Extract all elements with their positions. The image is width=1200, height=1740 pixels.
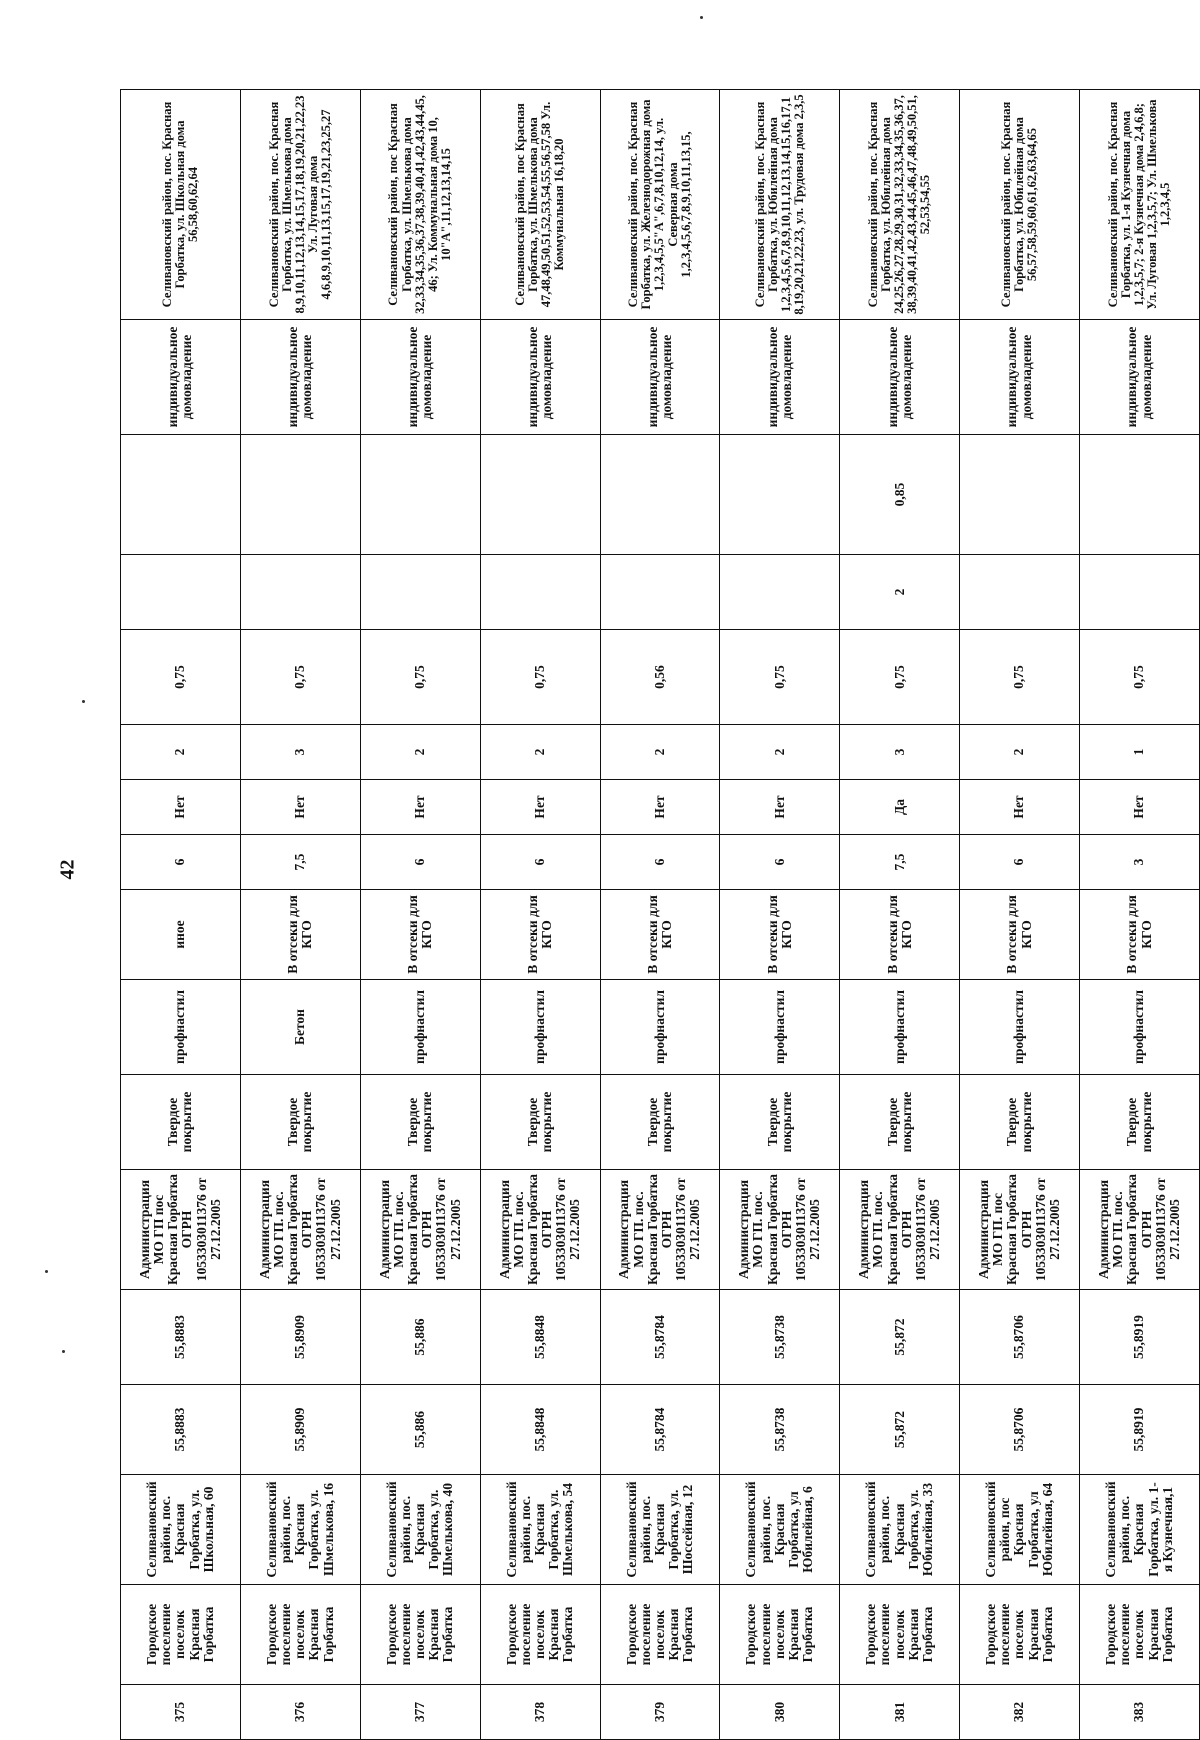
cell-c2	[240, 555, 360, 630]
cell-type: индивидуальное домовладение	[1080, 320, 1200, 435]
cell-other: иное	[121, 890, 241, 980]
cell-volume: 0,75	[240, 630, 360, 725]
cell-c2	[480, 555, 600, 630]
cell-settlement: Городское поселение поселок Красная Горбатка	[360, 1585, 480, 1685]
cell-fence: профнастил	[480, 980, 600, 1075]
cell-cover: Нет	[240, 780, 360, 835]
cell-volume: 0,75	[480, 630, 600, 725]
cell-address: Селивановский район, пос. Красная Горбатка, ул. 1-я Кузнечная дома 1,2,3,5,7; 2-я Кузнечная дома 2,4,6,8; Ул. Луговая 1,2,3,5,7; Ул. Шмелькова 1,2,3,4,5	[1080, 90, 1200, 320]
cell-owner: Администрация МО ГП. пос Красная Горбатка ОГРН 1053303011376 от 27.12.2005	[960, 1170, 1080, 1290]
cell-lon: 55,8883	[121, 1290, 241, 1385]
cell-location: Селивановский район, пос. Красная Горбатка, ул Юбилейная, 6	[720, 1475, 840, 1585]
cell-lon: 55,8909	[240, 1290, 360, 1385]
cell-fence: профнастил	[1080, 980, 1200, 1075]
cell-other: В отсеки для КГО	[720, 890, 840, 980]
cell-location: Селивановский район, пос. Красная Горбатка, ул. Шоссейная, 12	[600, 1475, 720, 1585]
cell-type: индивидуальное домовладение	[240, 320, 360, 435]
cell-lat: 55,8919	[1080, 1385, 1200, 1475]
cell-lat: 55,8909	[240, 1385, 360, 1475]
cell-owner: Администрация МО ГП. пос. Красная Горбатка ОГРН 1053303011376 от 27.12.2005	[360, 1170, 480, 1290]
cell-type: индивидуальное домовладение	[121, 320, 241, 435]
cell-c2	[1080, 555, 1200, 630]
cell-volume: 0,75	[360, 630, 480, 725]
cell-num: 377	[360, 1685, 480, 1740]
table-row	[240, 90, 360, 1740]
cell-v2	[960, 435, 1080, 555]
cell-lon: 55,8784	[600, 1290, 720, 1385]
cell-address: Селивановский район, пос. Красная Горбатка, ул. Юбилейная дома 1,2,3,4,5,6,7,8,9,10,11,12,13,14,15,16,17,18,19,20,21,22,23, ул. Трудовая дома 2,3,5	[720, 90, 840, 320]
table-row	[840, 90, 960, 1740]
cell-type: индивидуальное домовладение	[480, 320, 600, 435]
table-body	[121, 90, 1200, 1740]
cell-containers: 2	[121, 725, 241, 780]
table-row	[720, 90, 840, 1740]
cell-area: 6	[600, 835, 720, 890]
cell-owner: Администрация МО ГП. пос. Красная Горбатка ОГРН 1053303011376 от 27.12.2005	[480, 1170, 600, 1290]
cell-fence: профнастил	[360, 980, 480, 1075]
cell-address: Селивановский район, пос. Красная Горбатка, ул. Шмелькова дома 8,9,10,11,12,13,14,15,17,18,19,20,21,22,23 Ул. Луговая дома 4,6,8,9,10,11,13,15,17,19,21,23,25,27	[240, 90, 360, 320]
cell-num: 375	[121, 1685, 241, 1740]
table-row	[600, 90, 720, 1740]
cell-lon: 55,886	[360, 1290, 480, 1385]
cell-settlement: Городское поселение поселок Красная Горбатка	[121, 1585, 241, 1685]
cell-settlement: Городское поселение поселок Красная Горбатка	[840, 1585, 960, 1685]
cell-location: Селивановский район, пос. Красная Горбатка, ул. Шмелькова, 54	[480, 1475, 600, 1585]
cell-settlement: Городское поселение поселок Красная Горбатка	[1080, 1585, 1200, 1685]
cell-cover: Нет	[600, 780, 720, 835]
cell-other: В отсеки для КГО	[960, 890, 1080, 980]
cell-address: Селивановский район, пос. Красная Горбатка, ул. Юбилейная дома 56,57,58,59,60,61,62,63,64,65	[960, 90, 1080, 320]
cell-other: В отсеки для КГО	[240, 890, 360, 980]
cell-num: 378	[480, 1685, 600, 1740]
table-row	[121, 90, 241, 1740]
cell-num: 376	[240, 1685, 360, 1740]
cell-area: 6	[720, 835, 840, 890]
cell-cover: Нет	[360, 780, 480, 835]
cell-address: Селивановский район, пос. Красная Горбатка, ул. Школьная дома 56,58,60,62,64	[121, 90, 241, 320]
cell-settlement: Городское поселение поселок Красная Горбатка	[240, 1585, 360, 1685]
scan-speck	[62, 1350, 65, 1353]
cell-other: В отсеки для КГО	[1080, 890, 1200, 980]
cell-address: Селивановский район, пос Красная Горбатка, ул. Шмелькова дома 47,48,49,50,51,52,53,54,55,56,57,58 Ул. Коммунальная 16,18,20	[480, 90, 600, 320]
cell-volume: 0,75	[121, 630, 241, 725]
cell-address: Селивановский район, пос Красная Горбатка, ул. Шмелькова дома 32,33,34,35,36,37,38,39,40,41,42,43,44,45,46; Ул. Коммунальная дома 10, 10"А",11,12,13,14,15	[360, 90, 480, 320]
cell-lat: 55,8883	[121, 1385, 241, 1475]
cell-lat: 55,8784	[600, 1385, 720, 1475]
cell-v2	[360, 435, 480, 555]
cell-type: индивидуальное домовладение	[720, 320, 840, 435]
cell-containers: 2	[480, 725, 600, 780]
cell-surface: Твердое покрытие	[720, 1075, 840, 1170]
cell-location: Селивановский район, пос. Красная Горбатка, ул. Шмелькова, 16	[240, 1475, 360, 1585]
cell-cover: Да	[840, 780, 960, 835]
cell-owner: Администрация МО ГП. пос. Красная Горбатка ОГРН 1053303011376 от 27.12.2005	[840, 1170, 960, 1290]
cell-area: 7,5	[240, 835, 360, 890]
cell-lat: 55,872	[840, 1385, 960, 1475]
cell-address: Селивановский район, пос. Красная Горбатка, ул. Железнодорожная дома 1,2,3,4,5,5"А",6,7,8,10,12,14, ул. Северная дома 1,2,3,4,5,6,7,8,9,10,11,13,15,	[600, 90, 720, 320]
cell-v2	[600, 435, 720, 555]
cell-num: 381	[840, 1685, 960, 1740]
cell-surface: Твердое покрытие	[600, 1075, 720, 1170]
cell-containers: 2	[720, 725, 840, 780]
cell-volume: 0,56	[600, 630, 720, 725]
cell-c2: 2	[840, 555, 960, 630]
cell-cover: Нет	[960, 780, 1080, 835]
cell-fence: профнастил	[121, 980, 241, 1075]
cell-lon: 55,8848	[480, 1290, 600, 1385]
scan-speck	[45, 1270, 48, 1273]
cell-owner: Администрация МО ГП. пос. Красная Горбатка ОГРН 1053303011376 от 27.12.2005	[1080, 1170, 1200, 1290]
cell-type: индивидуальное домовладение	[960, 320, 1080, 435]
rotated-table-container	[120, 90, 1200, 1740]
cell-containers: 3	[240, 725, 360, 780]
cell-fence: профнастил	[600, 980, 720, 1075]
cell-surface: Твердое покрытие	[1080, 1075, 1200, 1170]
table-row	[480, 90, 600, 1740]
cell-num: 379	[600, 1685, 720, 1740]
cell-v2	[480, 435, 600, 555]
cell-lat: 55,886	[360, 1385, 480, 1475]
cell-type: индивидуальное домовладение	[840, 320, 960, 435]
cell-num: 380	[720, 1685, 840, 1740]
cell-owner: Администрация МО ГП. пос. Красная Горбатка ОГРН 1053303011376 от 27.12.2005	[720, 1170, 840, 1290]
cell-lat: 55,8738	[720, 1385, 840, 1475]
cell-type: индивидуальное домовладение	[600, 320, 720, 435]
cell-settlement: Городское поселение поселок Красная Горбатка	[720, 1585, 840, 1685]
cell-c2	[600, 555, 720, 630]
cell-cover: Нет	[480, 780, 600, 835]
scan-speck	[82, 700, 85, 703]
scan-speck	[700, 16, 703, 19]
cell-fence: профнастил	[840, 980, 960, 1075]
cell-fence: профнастил	[960, 980, 1080, 1075]
cell-lat: 55,8848	[480, 1385, 600, 1475]
cell-lat: 55,8706	[960, 1385, 1080, 1475]
cell-v2	[240, 435, 360, 555]
cell-address: Селивановский район, пос. Красная Горбатка, ул. Юбилейная дома 24,25,26,27,28,29,30,31,32,33,34,35,36,37,38,39,40,41,42,43,44,45,46,47,48,49,50,51,52,53,54,55	[840, 90, 960, 320]
cell-type: индивидуальное домовладение	[360, 320, 480, 435]
cell-surface: Твердое покрытие	[480, 1075, 600, 1170]
cell-surface: Твердое покрытие	[960, 1075, 1080, 1170]
cell-volume: 0,75	[960, 630, 1080, 725]
cell-v2: 0,85	[840, 435, 960, 555]
page-number: 42	[56, 859, 79, 880]
cell-containers: 2	[360, 725, 480, 780]
cell-location: Селивановский район, пос. Красная Горбатка, ул. Школьная, 60	[121, 1475, 241, 1585]
cell-containers: 2	[960, 725, 1080, 780]
cell-c2	[121, 555, 241, 630]
cell-volume: 0,75	[720, 630, 840, 725]
cell-c2	[960, 555, 1080, 630]
cell-fence: Бетон	[240, 980, 360, 1075]
cell-containers: 3	[840, 725, 960, 780]
cell-cover: Нет	[1080, 780, 1200, 835]
cell-lon: 55,8738	[720, 1290, 840, 1385]
table-row	[960, 90, 1080, 1740]
cell-c2	[720, 555, 840, 630]
cell-location: Селивановский район, пос. Красная Горбатка, ул. Юбилейная, 33	[840, 1475, 960, 1585]
cell-num: 382	[960, 1685, 1080, 1740]
cell-area: 6	[121, 835, 241, 890]
cell-lon: 55,8706	[960, 1290, 1080, 1385]
cell-cover: Нет	[720, 780, 840, 835]
cell-location: Селивановский район, пос. Красная Горбатка, ул. 1-я Кузнечная,1	[1080, 1475, 1200, 1585]
cell-area: 7,5	[840, 835, 960, 890]
cell-v2	[121, 435, 241, 555]
cell-num: 383	[1080, 1685, 1200, 1740]
cell-location: Селивановский район, пос Красная Горбатка, ул Юбилейная, 64	[960, 1475, 1080, 1585]
waste-sites-table	[120, 89, 1200, 1740]
cell-owner: Администрация МО ГП. пос. Красная Горбатка ОГРН 1053303011376 от 27.12.2005	[600, 1170, 720, 1290]
cell-settlement: Городское поселение поселок Красная Горбатка	[600, 1585, 720, 1685]
cell-other: В отсеки для КГО	[840, 890, 960, 980]
cell-owner: Администрация МО ГП. пос. Красная Горбатка ОГРН 1053303011376 от 27.12.2005	[240, 1170, 360, 1290]
cell-volume: 0,75	[840, 630, 960, 725]
cell-location: Селивановский район, пос. Красная Горбатка, ул. Шмелькова, 40	[360, 1475, 480, 1585]
cell-area: 3	[1080, 835, 1200, 890]
cell-other: В отсеки для КГО	[360, 890, 480, 980]
cell-c2	[360, 555, 480, 630]
cell-area: 6	[360, 835, 480, 890]
cell-surface: Твердое покрытие	[121, 1075, 241, 1170]
table-row	[1080, 90, 1200, 1740]
table-row	[360, 90, 480, 1740]
cell-surface: Твердое покрытие	[840, 1075, 960, 1170]
cell-other: В отсеки для КГО	[600, 890, 720, 980]
cell-area: 6	[960, 835, 1080, 890]
cell-v2	[1080, 435, 1200, 555]
cell-settlement: Городское поселение поселок Красная Горбатка	[960, 1585, 1080, 1685]
cell-surface: Твердое покрытие	[240, 1075, 360, 1170]
cell-surface: Твердое покрытие	[360, 1075, 480, 1170]
cell-settlement: Городское поселение поселок Красная Горбатка	[480, 1585, 600, 1685]
cell-owner: Администрация МО ГП пос Красная Горбатка ОГРН 1053303011376 от 27.12.2005	[121, 1170, 241, 1290]
cell-volume: 0,75	[1080, 630, 1200, 725]
cell-v2	[720, 435, 840, 555]
cell-containers: 1	[1080, 725, 1200, 780]
cell-lon: 55,8919	[1080, 1290, 1200, 1385]
cell-containers: 2	[600, 725, 720, 780]
cell-area: 6	[480, 835, 600, 890]
cell-lon: 55,872	[840, 1290, 960, 1385]
cell-fence: профнастил	[720, 980, 840, 1075]
cell-cover: Нет	[121, 780, 241, 835]
cell-other: В отсеки для КГО	[480, 890, 600, 980]
